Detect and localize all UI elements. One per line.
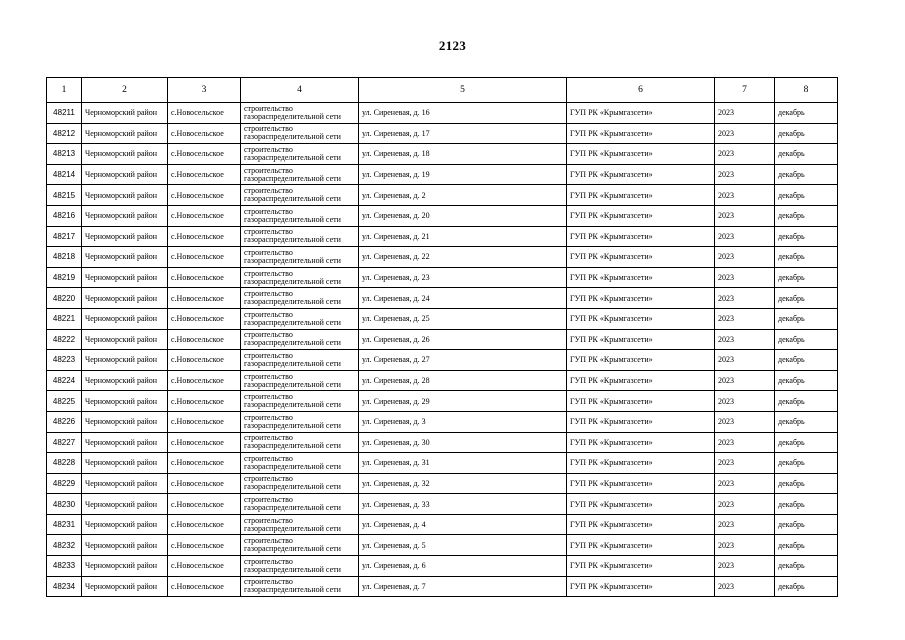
column-header-7: 7 — [715, 78, 775, 103]
cell-organization: ГУП РК «Крымгазсети» — [567, 308, 715, 329]
work-type-line: строительство — [244, 392, 293, 402]
cell-year: 2023 — [715, 308, 775, 329]
cell-organization: ГУП РК «Крымгазсети» — [567, 144, 715, 165]
table-row — [47, 494, 838, 515]
cell-month: декабрь — [775, 391, 838, 412]
cell-address: ул. Сиреневая, д. 25 — [359, 308, 567, 329]
cell-id: 48229 — [47, 473, 82, 494]
cell-id: 48228 — [47, 453, 82, 474]
cell-id: 48224 — [47, 370, 82, 391]
column-header-5: 5 — [359, 78, 567, 103]
cell-id: 48215 — [47, 185, 82, 206]
cell-settlement: с.Новосельское — [168, 288, 241, 309]
cell-organization: ГУП РК «Крымгазсети» — [567, 350, 715, 371]
cell-address: ул. Сиреневая, д. 29 — [359, 391, 567, 412]
cell-month: декабрь — [775, 576, 838, 597]
work-type-line: строительство — [244, 536, 293, 546]
cell-year: 2023 — [715, 391, 775, 412]
cell-month: декабрь — [775, 370, 838, 391]
cell-settlement: с.Новосельское — [168, 350, 241, 371]
table-row — [47, 123, 838, 144]
cell-settlement: с.Новосельское — [168, 576, 241, 597]
column-header-4: 4 — [241, 78, 359, 103]
cell-year: 2023 — [715, 185, 775, 206]
cell-id: 48211 — [47, 103, 82, 124]
cell-address: ул. Сиреневая, д. 24 — [359, 288, 567, 309]
cell-year: 2023 — [715, 247, 775, 268]
cell-settlement: с.Новосельское — [168, 185, 241, 206]
column-header-3: 3 — [168, 78, 241, 103]
work-type-line: газораспределительной сети — [244, 276, 341, 286]
work-type-line: строительство — [244, 412, 293, 422]
table-row — [47, 350, 838, 371]
cell-district: Черноморский район — [82, 473, 168, 494]
cell-district: Черноморский район — [82, 226, 168, 247]
cell-address: ул. Сиреневая, д. 17 — [359, 123, 567, 144]
cell-month: декабрь — [775, 329, 838, 350]
cell-settlement: с.Новосельское — [168, 205, 241, 226]
work-type-line: газораспределительной сети — [244, 482, 341, 492]
table-row — [47, 535, 838, 556]
table-row — [47, 226, 838, 247]
column-header-1: 1 — [47, 78, 82, 103]
cell-district: Черноморский район — [82, 391, 168, 412]
cell-organization: ГУП РК «Крымгазсети» — [567, 494, 715, 515]
work-type-line: газораспределительной сети — [244, 297, 341, 307]
work-type-line: газораспределительной сети — [244, 152, 341, 162]
work-type-line: газораспределительной сети — [244, 235, 341, 245]
cell-month: декабрь — [775, 123, 838, 144]
work-type-line: газораспределительной сети — [244, 132, 341, 142]
cell-district: Черноморский район — [82, 494, 168, 515]
work-type-line: строительство — [244, 556, 293, 566]
cell-year: 2023 — [715, 267, 775, 288]
cell-id: 48221 — [47, 308, 82, 329]
table-row — [47, 576, 838, 597]
cell-work-type — [241, 247, 359, 268]
cell-address: ул. Сиреневая, д. 19 — [359, 164, 567, 185]
cell-settlement: с.Новосельское — [168, 514, 241, 535]
table-row — [47, 370, 838, 391]
cell-month: декабрь — [775, 288, 838, 309]
table-row — [47, 411, 838, 432]
cell-address: ул. Сиреневая, д. 21 — [359, 226, 567, 247]
work-type-line: газораспределительной сети — [244, 194, 341, 204]
table-row — [47, 453, 838, 474]
table-row — [47, 329, 838, 350]
cell-id: 48217 — [47, 226, 82, 247]
table-row — [47, 288, 838, 309]
cell-settlement: с.Новосельское — [168, 432, 241, 453]
table-row — [47, 205, 838, 226]
work-type-line: газораспределительной сети — [244, 111, 341, 121]
table-row — [47, 103, 838, 124]
cell-settlement: с.Новосельское — [168, 494, 241, 515]
cell-address: ул. Сиреневая, д. 16 — [359, 103, 567, 124]
work-type-line: строительство — [244, 453, 293, 463]
cell-district: Черноморский район — [82, 411, 168, 432]
cell-settlement: с.Новосельское — [168, 144, 241, 165]
work-type-line: газораспределительной сети — [244, 441, 341, 451]
work-type-line: газораспределительной сети — [244, 358, 341, 368]
work-type-line: газораспределительной сети — [244, 400, 341, 410]
work-type-line: газораспределительной сети — [244, 173, 341, 183]
cell-month: декабрь — [775, 494, 838, 515]
cell-id: 48216 — [47, 205, 82, 226]
cell-organization: ГУП РК «Крымгазсети» — [567, 103, 715, 124]
cell-work-type — [241, 576, 359, 597]
cell-district: Черноморский район — [82, 576, 168, 597]
table-row — [47, 432, 838, 453]
cell-organization: ГУП РК «Крымгазсети» — [567, 185, 715, 206]
cell-year: 2023 — [715, 226, 775, 247]
cell-work-type — [241, 556, 359, 577]
cell-address: ул. Сиреневая, д. 20 — [359, 205, 567, 226]
work-type-line: газораспределительной сети — [244, 420, 341, 430]
cell-address: ул. Сиреневая, д. 3 — [359, 411, 567, 432]
cell-organization: ГУП РК «Крымгазсети» — [567, 453, 715, 474]
cell-work-type — [241, 391, 359, 412]
work-type-line: газораспределительной сети — [244, 523, 341, 533]
cell-settlement: с.Новосельское — [168, 123, 241, 144]
column-header-2: 2 — [82, 78, 168, 103]
work-type-line: строительство — [244, 330, 293, 340]
cell-work-type — [241, 205, 359, 226]
cell-address: ул. Сиреневая, д. 30 — [359, 432, 567, 453]
cell-work-type — [241, 185, 359, 206]
cell-month: декабрь — [775, 267, 838, 288]
cell-settlement: с.Новосельское — [168, 103, 241, 124]
table-body — [47, 103, 838, 597]
table-row — [47, 164, 838, 185]
cell-work-type — [241, 473, 359, 494]
cell-address: ул. Сиреневая, д. 26 — [359, 329, 567, 350]
cell-address: ул. Сиреневая, д. 31 — [359, 453, 567, 474]
table-row — [47, 308, 838, 329]
cell-district: Черноморский район — [82, 308, 168, 329]
cell-district: Черноморский район — [82, 514, 168, 535]
cell-settlement: с.Новосельское — [168, 473, 241, 494]
cell-month: декабрь — [775, 205, 838, 226]
cell-work-type — [241, 453, 359, 474]
cell-organization: ГУП РК «Крымгазсети» — [567, 288, 715, 309]
cell-organization: ГУП РК «Крымгазсети» — [567, 391, 715, 412]
cell-organization: ГУП РК «Крымгазсети» — [567, 556, 715, 577]
cell-settlement: с.Новосельское — [168, 411, 241, 432]
cell-district: Черноморский район — [82, 432, 168, 453]
cell-address: ул. Сиреневая, д. 33 — [359, 494, 567, 515]
cell-district: Черноморский район — [82, 535, 168, 556]
cell-month: декабрь — [775, 164, 838, 185]
cell-settlement: с.Новосельское — [168, 370, 241, 391]
cell-settlement: с.Новосельское — [168, 308, 241, 329]
cell-address: ул. Сиреневая, д. 5 — [359, 535, 567, 556]
cell-settlement: с.Новосельское — [168, 226, 241, 247]
cell-year: 2023 — [715, 370, 775, 391]
cell-organization: ГУП РК «Крымгазсети» — [567, 164, 715, 185]
cell-id: 48234 — [47, 576, 82, 597]
cell-work-type — [241, 164, 359, 185]
table-row — [47, 391, 838, 412]
cell-work-type — [241, 514, 359, 535]
cell-district: Черноморский район — [82, 185, 168, 206]
work-type-line: строительство — [244, 433, 293, 443]
cell-address: ул. Сиреневая, д. 32 — [359, 473, 567, 494]
work-type-line: строительство — [244, 144, 293, 154]
cell-month: декабрь — [775, 556, 838, 577]
cell-work-type — [241, 432, 359, 453]
work-type-line: строительство — [244, 495, 293, 505]
cell-work-type — [241, 535, 359, 556]
work-type-line: газораспределительной сети — [244, 317, 341, 327]
cell-month: декабрь — [775, 185, 838, 206]
cell-district: Черноморский район — [82, 350, 168, 371]
cell-work-type — [241, 103, 359, 124]
cell-district: Черноморский район — [82, 103, 168, 124]
work-type-line: строительство — [244, 371, 293, 381]
cell-address: ул. Сиреневая, д. 18 — [359, 144, 567, 165]
cell-id: 48223 — [47, 350, 82, 371]
work-type-line: строительство — [244, 268, 293, 278]
cell-year: 2023 — [715, 473, 775, 494]
work-type-line: строительство — [244, 474, 293, 484]
cell-settlement: с.Новосельское — [168, 556, 241, 577]
work-type-line: строительство — [244, 227, 293, 237]
cell-id: 48227 — [47, 432, 82, 453]
cell-year: 2023 — [715, 144, 775, 165]
cell-district: Черноморский район — [82, 453, 168, 474]
cell-id: 48212 — [47, 123, 82, 144]
cell-id: 48219 — [47, 267, 82, 288]
work-type-line: строительство — [244, 350, 293, 360]
cell-year: 2023 — [715, 288, 775, 309]
cell-year: 2023 — [715, 576, 775, 597]
work-type-line: строительство — [244, 206, 293, 216]
cell-address: ул. Сиреневая, д. 7 — [359, 576, 567, 597]
cell-work-type — [241, 308, 359, 329]
table-row — [47, 185, 838, 206]
work-type-line: строительство — [244, 165, 293, 175]
cell-organization: ГУП РК «Крымгазсети» — [567, 535, 715, 556]
cell-district: Черноморский район — [82, 247, 168, 268]
cell-district: Черноморский район — [82, 123, 168, 144]
cell-district: Черноморский район — [82, 164, 168, 185]
cell-address: ул. Сиреневая, д. 28 — [359, 370, 567, 391]
cell-month: декабрь — [775, 514, 838, 535]
cell-organization: ГУП РК «Крымгазсети» — [567, 247, 715, 268]
work-type-line: строительство — [244, 515, 293, 525]
cell-organization: ГУП РК «Крымгазсети» — [567, 432, 715, 453]
column-header-8: 8 — [775, 78, 838, 103]
cell-organization: ГУП РК «Крымгазсети» — [567, 411, 715, 432]
cell-id: 48230 — [47, 494, 82, 515]
cell-id: 48226 — [47, 411, 82, 432]
cell-month: декабрь — [775, 103, 838, 124]
cell-organization: ГУП РК «Крымгазсети» — [567, 576, 715, 597]
registry-table — [46, 77, 838, 597]
work-type-line: строительство — [244, 124, 293, 134]
cell-id: 48232 — [47, 535, 82, 556]
cell-year: 2023 — [715, 432, 775, 453]
cell-month: декабрь — [775, 350, 838, 371]
cell-organization: ГУП РК «Крымгазсети» — [567, 329, 715, 350]
work-type-line: строительство — [244, 186, 293, 196]
cell-settlement: с.Новосельское — [168, 247, 241, 268]
cell-address: ул. Сиреневая, д. 27 — [359, 350, 567, 371]
work-type-line: строительство — [244, 289, 293, 299]
work-type-line: газораспределительной сети — [244, 503, 341, 513]
cell-district: Черноморский район — [82, 556, 168, 577]
cell-month: декабрь — [775, 308, 838, 329]
work-type-line: газораспределительной сети — [244, 585, 341, 595]
cell-organization: ГУП РК «Крымгазсети» — [567, 370, 715, 391]
cell-id: 48225 — [47, 391, 82, 412]
work-type-line: газораспределительной сети — [244, 544, 341, 554]
cell-address: ул. Сиреневая, д. 6 — [359, 556, 567, 577]
cell-year: 2023 — [715, 453, 775, 474]
cell-work-type — [241, 226, 359, 247]
cell-year: 2023 — [715, 535, 775, 556]
cell-year: 2023 — [715, 494, 775, 515]
work-type-line: газораспределительной сети — [244, 338, 341, 348]
cell-month: декабрь — [775, 411, 838, 432]
cell-id: 48220 — [47, 288, 82, 309]
cell-month: декабрь — [775, 432, 838, 453]
page-number: 2123 — [438, 38, 467, 53]
cell-organization: ГУП РК «Крымгазсети» — [567, 514, 715, 535]
table-row — [47, 144, 838, 165]
cell-work-type — [241, 350, 359, 371]
cell-organization: ГУП РК «Крымгазсети» — [567, 267, 715, 288]
cell-work-type — [241, 288, 359, 309]
cell-id: 48218 — [47, 247, 82, 268]
cell-district: Черноморский район — [82, 205, 168, 226]
cell-year: 2023 — [715, 205, 775, 226]
cell-id: 48214 — [47, 164, 82, 185]
cell-work-type — [241, 411, 359, 432]
table-header-row — [47, 78, 838, 103]
work-type-line: строительство — [244, 103, 293, 113]
cell-work-type — [241, 494, 359, 515]
cell-district: Черноморский район — [82, 144, 168, 165]
cell-month: декабрь — [775, 453, 838, 474]
cell-id: 48213 — [47, 144, 82, 165]
cell-id: 48233 — [47, 556, 82, 577]
cell-work-type — [241, 329, 359, 350]
cell-year: 2023 — [715, 411, 775, 432]
cell-district: Черноморский район — [82, 370, 168, 391]
table-row — [47, 247, 838, 268]
cell-month: декабрь — [775, 247, 838, 268]
cell-district: Черноморский район — [82, 288, 168, 309]
cell-id: 48222 — [47, 329, 82, 350]
cell-organization: ГУП РК «Крымгазсети» — [567, 123, 715, 144]
work-type-line: строительство — [244, 247, 293, 257]
cell-district: Черноморский район — [82, 329, 168, 350]
work-type-line: газораспределительной сети — [244, 379, 341, 389]
cell-organization: ГУП РК «Крымгазсети» — [567, 473, 715, 494]
cell-year: 2023 — [715, 164, 775, 185]
column-header-6: 6 — [567, 78, 715, 103]
cell-address: ул. Сиреневая, д. 22 — [359, 247, 567, 268]
cell-settlement: с.Новосельское — [168, 391, 241, 412]
work-type-line: газораспределительной сети — [244, 214, 341, 224]
cell-organization: ГУП РК «Крымгазсети» — [567, 226, 715, 247]
cell-address: ул. Сиреневая, д. 4 — [359, 514, 567, 535]
cell-work-type — [241, 370, 359, 391]
cell-settlement: с.Новосельское — [168, 329, 241, 350]
cell-settlement: с.Новосельское — [168, 453, 241, 474]
cell-settlement: с.Новосельское — [168, 267, 241, 288]
cell-address: ул. Сиреневая, д. 23 — [359, 267, 567, 288]
work-type-line: газораспределительной сети — [244, 255, 341, 265]
cell-month: декабрь — [775, 473, 838, 494]
cell-work-type — [241, 144, 359, 165]
cell-year: 2023 — [715, 123, 775, 144]
work-type-line: газораспределительной сети — [244, 461, 341, 471]
table-row — [47, 473, 838, 494]
cell-year: 2023 — [715, 514, 775, 535]
cell-year: 2023 — [715, 329, 775, 350]
cell-work-type — [241, 267, 359, 288]
cell-work-type — [241, 123, 359, 144]
cell-address: ул. Сиреневая, д. 2 — [359, 185, 567, 206]
cell-month: декабрь — [775, 144, 838, 165]
cell-year: 2023 — [715, 556, 775, 577]
cell-settlement: с.Новосельское — [168, 164, 241, 185]
work-type-line: строительство — [244, 577, 293, 587]
cell-year: 2023 — [715, 350, 775, 371]
table-row — [47, 556, 838, 577]
table-row — [47, 267, 838, 288]
cell-month: декабрь — [775, 226, 838, 247]
cell-id: 48231 — [47, 514, 82, 535]
cell-district: Черноморский район — [82, 267, 168, 288]
cell-year: 2023 — [715, 103, 775, 124]
work-type-line: строительство — [244, 309, 293, 319]
cell-settlement: с.Новосельское — [168, 535, 241, 556]
cell-organization: ГУП РК «Крымгазсети» — [567, 205, 715, 226]
work-type-line: газораспределительной сети — [244, 564, 341, 574]
cell-month: декабрь — [775, 535, 838, 556]
table-row — [47, 514, 838, 535]
